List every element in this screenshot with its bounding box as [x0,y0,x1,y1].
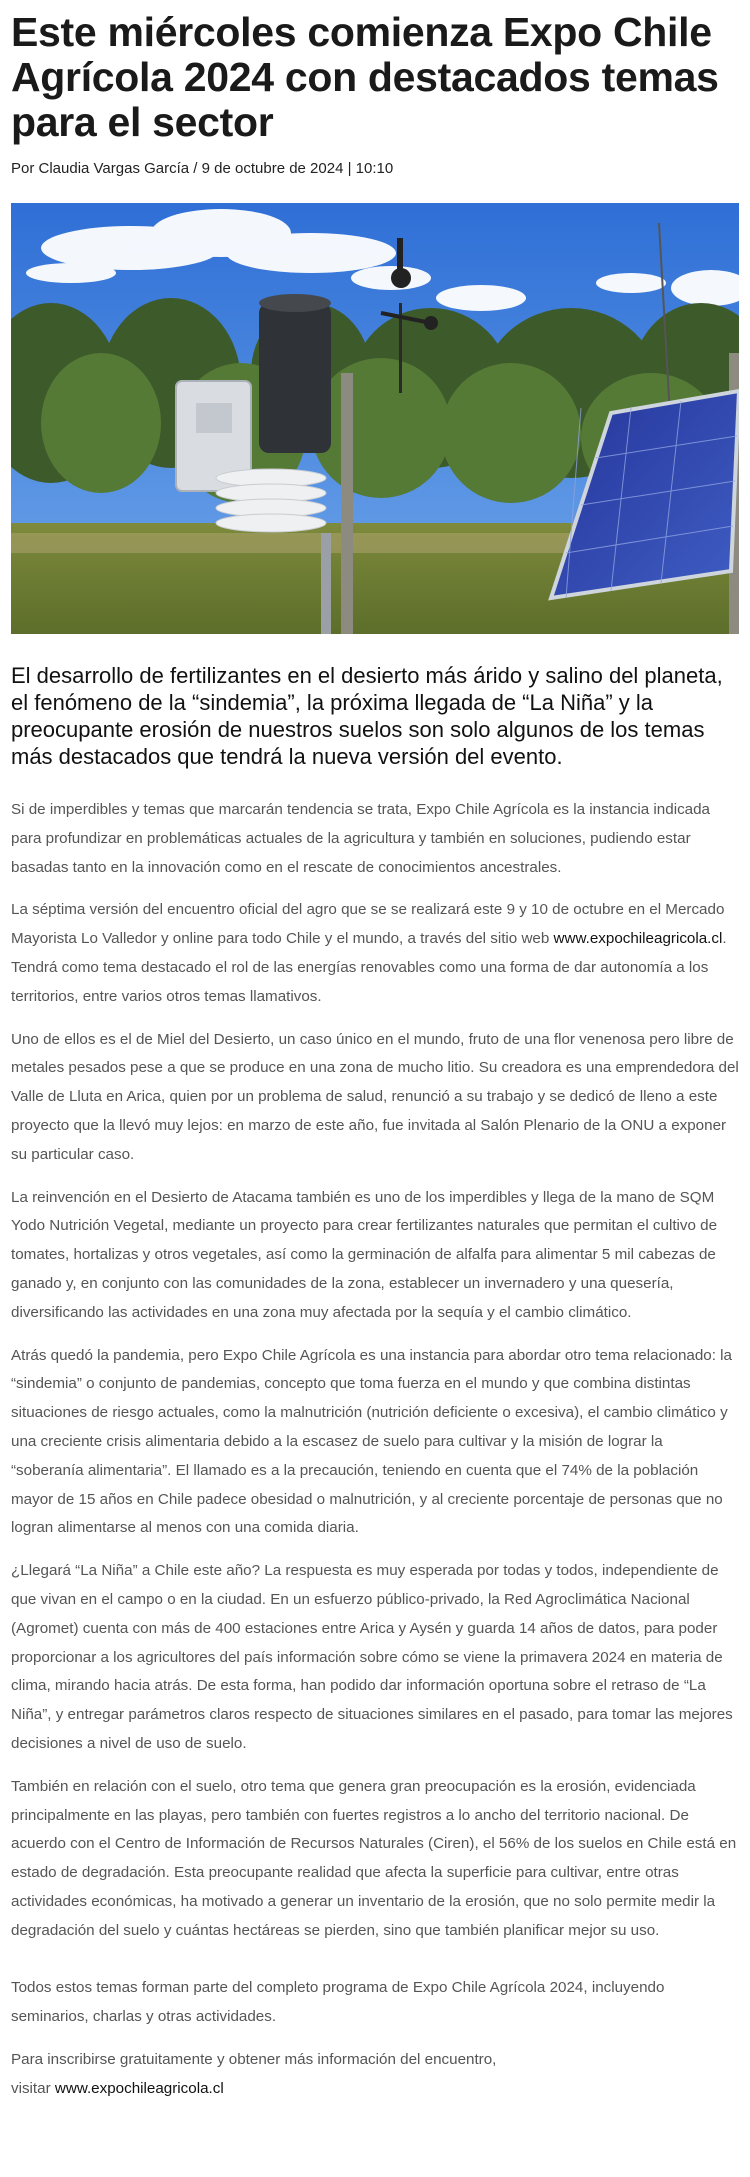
paragraph-2-text-b: . Tendrá como tema destacado el rol de las energías renovables como una forma de dar autonomía a los territorios, entre varios otros temas llamativos. [11,930,727,1005]
hero-image [11,203,739,634]
paragraph-5: Atrás quedó la pandemia, pero Expo Chile Agrícola es una instancia para abordar otro tema relacionado: la “sindemia” o conjunto de pandemias, concepto que toma fuerza en el mundo y que combina distintas situaciones de riesgo actuales, como la malnutrición (nutrición deficiente o excesiva), el cambio climático y una creciente crisis alimentaria debido a la escasez de suelo para cultivar y la misión de lograr la “soberanía alimentaria”. El llamado es a la precaución, teniendo en cuenta que el 74% de la población mayor de 15 años en Chile padece obesidad o malnutrición, y al creciente porcentaje de personas que no logran alimentarse al menos con una comida diaria. [11,1346,733,1537]
paragraph-3: Uno de ellos es el de Miel del Desierto, un caso único en el mundo, fruto de una flor venenosa pero libre de metales pesados pese a que se produce en una zona de mucho litio. Su creadora es una emprendedora del Valle de Lluta en Arica, quien por un problema de salud, renunció a su trabajo y se dedicó de lleno a este proyecto que la llevó muy lejos: en marzo de este año, fue invitada al Salón Plenario de la ONU a exponer su particular caso. [11,1030,739,1163]
expochile-website-link-footer[interactable]: www.expochileagricola.cl [54,2079,224,2097]
article-byline: Por Claudia Vargas García / 9 de octubre de 2024 | 10:10 [11,160,394,177]
paragraph-9-line-1: Para inscribirse gratuitamente y obtener más información del encuentro, [11,2051,497,2069]
paragraph-2 [11,896,739,1011]
paragraph-8: Todos estos temas forman parte del completo programa de Expo Chile Agrícola 2024, incluyendo seminarios, charlas y otras actividades. [11,1979,665,2026]
article-lead: El desarrollo de fertilizantes en el desierto más árido y salino del planeta, el fenómeno de la “sindemia”, la próxima llegada de “La Niña” y la preocupante erosión de nuestros suelos son solo algunos de los temas más destacados que tendrá la nueva versión del evento. [11,663,723,769]
expochile-website-link[interactable]: www.expochileagricola.cl [553,930,723,948]
paragraph-9-text: visitar [11,2079,55,2097]
paragraph-7: También en relación con el suelo, otro tema que genera gran preocupación es la erosión, evidenciada principalmente en las playas, pero también con fuertes registros a lo ancho del territorio nacional. De acuerdo con el Centro de Información de Recursos Naturales (Ciren), el 56% de los suelos en Chile está en estado de degradación. Esta preocupante realidad que afecta la superficie para cultivar, entre otras actividades económicas, ha motivado a generar un inventario de la erosión, que no solo permite medir la degradación del suelo y cuántas hectáreas se pierden, sino que también planificar mejor su uso. [11,1777,737,1939]
paragraph-6: ¿Llegará “La Niña” a Chile este año? La respuesta es muy esperada por todas y todos, independiente de que vivan en el campo o en la ciudad. En un esfuerzo público-privado, la Red Agroclimática Nacional (Agromet) cuenta con más de 400 estaciones entre Arica y Aysén y guarda 14 años de datos, para poder proporcionar a los agricultores del país información sobre cómo se viene la primavera 2024 en materia de clima, mirando hacia atrás. De esta forma, han podido dar información oportuna sobre el retraso de “La Niña”, y entregar parámetros claros respecto de situaciones similares en el pasado, para tomar las mejores decisiones a nivel de uso de suelo. [11,1562,733,1752]
paragraph-4: La reinvención en el Desierto de Atacama también es uno de los imperdibles y llega de la mano de SQM Yodo Nutrición Vegetal, mediante un proyecto para crear fertilizantes naturales que permitan el cultivo de tomates, hortalizas y otros vegetales, así como la germinación de alfalfa para alimentar 5 mil cabezas de ganado y, en conjunto con las comunidades de la zona, establecer un invernadero y una quesería, diversificando las actividades en una zona muy afectada por la sequía y el cambio climático. [11,1188,718,1321]
paragraph-2-text-a: La séptima versión del encuentro oficial del agro que se se realizará este 9 y 10 de octubre en el Mercado Mayorista Lo Valledor y online para todo Chile y el mundo, a través del sitio web [11,901,725,948]
paragraph-1: Si de imperdibles y temas que marcarán tendencia se trata, Expo Chile Agrícola es la instancia indicada para profundizar en problemáticas actuales de la agricultura y también en soluciones, pudiendo estar basadas tanto en la innovación como en el rescate de conocimientos ancestrales. [11,801,711,876]
article-headline: Este miércoles comienza Expo Chile Agrícola 2024 con destacados temas para el sector [11,9,719,145]
paragraph-9 [11,2046,739,2104]
